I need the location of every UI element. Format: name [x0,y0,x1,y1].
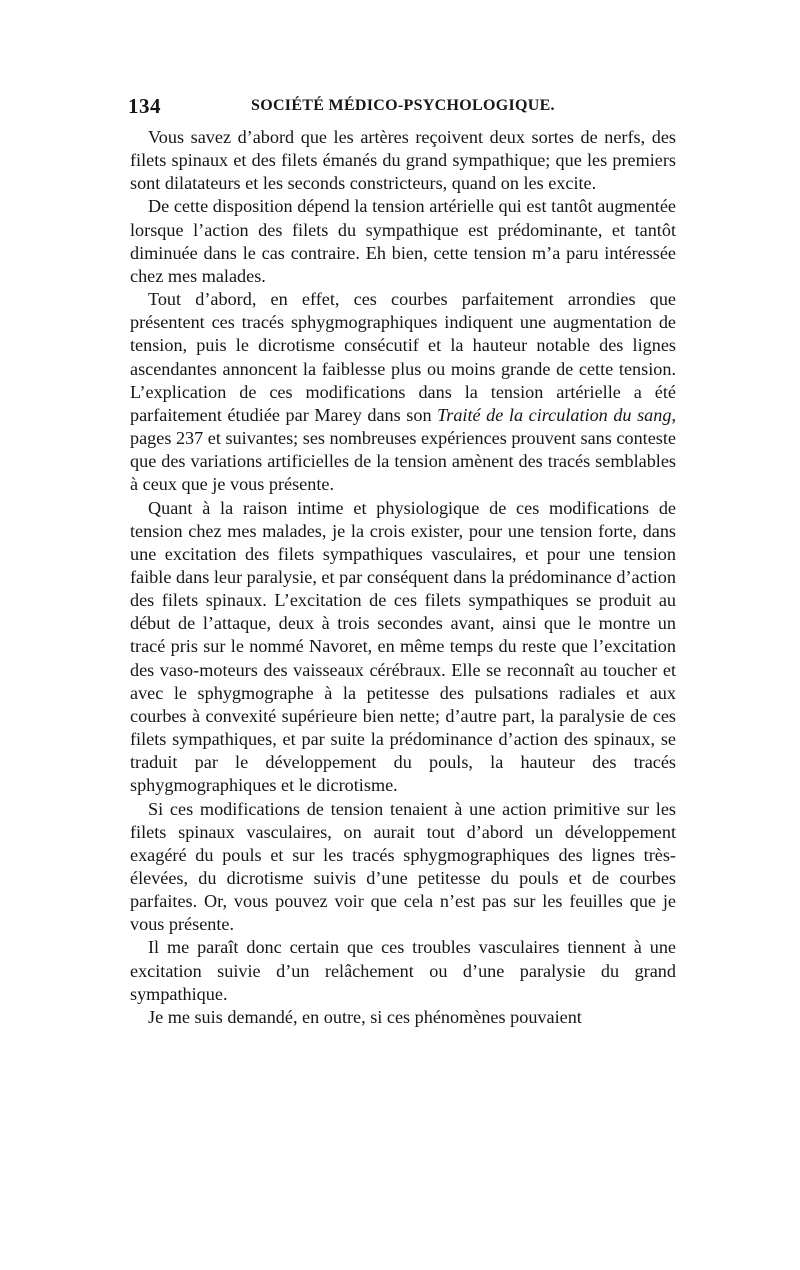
paragraph-tracings-marey [130,288,676,496]
paragraph-continuation: Je me suis demandé, en outre, si ces phénomènes pouvaient [148,1006,582,1027]
paragraph-text-end: , pages 237 et suivantes; ses nombreuses expériences prouvent sans conteste que des variations artificielles de la tension amènent des tracés semblables à ceux que je vous présente. [130,404,676,495]
paragraph-text-start: Tout d’abord, en effet, ces courbes parfaitement arrondies que présentent ces tracés sphygmographiques indiquent une augmentation de tension, puis le dicrotisme consécutif et la hauteur notable des lignes ascendantes annoncent la faiblesse plus ou moins grande de cette tension. L’explication de ces modifications dans la tension artérielle a été parfaitement étudiée par Marey dans son [130,289,676,425]
body-text [130,126,676,1029]
running-head [128,94,674,120]
paragraph-spinal-action: Si ces modifications de tension tenaient à une action primitive sur les filets spinaux vasculaires, on aurait tout d’abord un développement exagéré du pouls et sur les tracés sphygmographiques des lignes très-élevées, du dicrotisme suivis d’une petitesse du pouls et de courbes parfaites. Or, vous pouvez voir que cela n’est pas sur les feuilles que je vous présente. [130,798,676,935]
paragraph-conclusion: Il me paraît donc certain que ces troubles vasculaires tiennent à une excitation suivie d’un relâchement ou d’une paralysie du grand sympathique. [130,937,676,1004]
running-title: SOCIÉTÉ MÉDICO-PSYCHOLOGIQUE. [251,97,555,114]
page-number: 134 [128,94,161,118]
book-title-citation: Traité de la circulation du sang [437,404,672,425]
paragraph-physiological-reason: Quant à la raison intime et physiologique de ces modifications de tension chez mes malades, je la crois exister, pour une tension forte, dans une excitation des filets sympathiques vasculaires, et pour une tension faible dans leur paralysie, et par conséquent dans la prédominance d’action des filets spinaux. L’excitation de ces filets sympathiques se produit au début de l’attaque, deux à trois secondes avant, ainsi que le montre un tracé pris sur le nommé Navoret, en même temps du reste que l’excitation des vaso-moteurs des vaisseaux cérébraux. Elle se reconnaît au toucher et avec le sphygmographe à la petitesse des pulsations radiales et aux courbes à convexité supérieure bien nette; d’autre part, la paralysie de ces filets sympathiques, et par suite la prédominance d’action des spinaux, se traduit par le développement du pouls, la hauteur des tracés sphygmographiques et le dicrotisme. [130,497,676,796]
paragraph-arterial-tension: De cette disposition dépend la tension artérielle qui est tantôt augmentée lorsque l’action des filets du sympathique est prédominante, et tantôt diminuée dans le cas contraire. Eh bien, cette tension m’a paru intéressée chez mes malades. [130,196,676,286]
paragraph-arteries-nerves: Vous savez d’abord que les artères reçoivent deux sortes de nerfs, des filets spinaux et des filets émanés du grand sympathique; que les premiers sont dilatateurs et les seconds constricteurs, quand on les excite. [130,127,676,194]
